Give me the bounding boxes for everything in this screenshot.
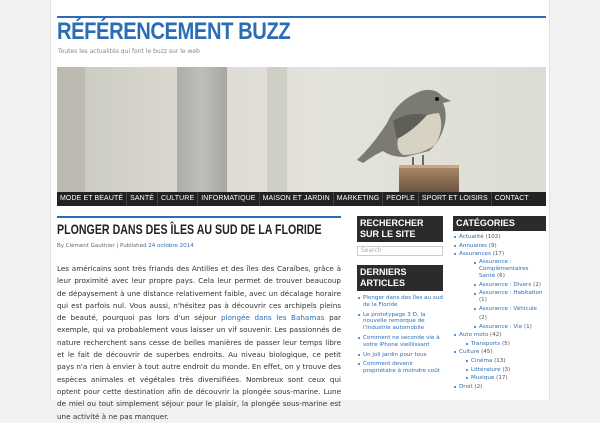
author-prefix: By <box>57 243 65 249</box>
recent-post-link[interactable]: Comment ne seconde vie à votre iPhone vieillissant <box>357 335 443 349</box>
article-title[interactable]: PLONGER DANS DES ÎLES AU SUD DE LA FLORIDE <box>57 221 322 237</box>
category-name[interactable]: Assurance : Complémentaires Santé <box>479 258 529 279</box>
category-count: (45) <box>481 349 493 356</box>
category-count: (17) <box>492 251 505 258</box>
paragraph-text-continued: par exemple, qui va probablement vous laisser un vif souvenir. Les passionnés de nature recherchent sans cesse de belles manières de passer leur temps libre et le fait de découvrir de superbes endroits. Au niveau biologique, ce petit pays n'a rien à envier à tout autre endroit du monde. En effet, on y trouve des espèces animales et végétales très diversifiées. Nombreux sont ceux qui optent pour cette destination afin de découvrir la plongée sous-marine. Lune de miel ou tout simplement séjour pour le plaisir, la plongée sous-marine est une activité à ne pas manquer. <box>57 313 342 421</box>
category-name[interactable]: Assurance : Divers <box>479 282 532 289</box>
category-count: (102) <box>485 234 501 240</box>
category-item[interactable] <box>453 374 546 383</box>
article-body <box>57 263 341 423</box>
category-name[interactable]: Littérature <box>471 366 501 373</box>
category-count: (2) <box>474 383 483 390</box>
nav-item-maison-jardin[interactable]: MAISON ET JARDIN <box>260 192 334 206</box>
nav-item-mode-beaute[interactable]: MODE ET BEAUTÉ <box>57 192 127 206</box>
category-item[interactable] <box>453 281 546 290</box>
category-count: (17) <box>496 375 508 382</box>
category-item[interactable] <box>453 242 546 251</box>
recent-post-link[interactable]: Un joli jardin pour tous <box>357 352 443 359</box>
category-name[interactable]: Transports <box>471 340 501 347</box>
sidebar-left <box>357 216 443 378</box>
category-name[interactable]: Musique <box>471 375 495 382</box>
paragraph-text: Les américains sont très friands des Antilles et des îles des Caraïbes, grâce à leur proximité avec leur propre pays. Cela leur permet de trouver beaucoup de dépaysement à une distance relativement faible, avec un décalage horaire qui est parfois nul. Vous aussi, n'hésitez pas à découvrir ces archipels pleins de beauté, pourquoi pas lors d'un séjour <box>57 264 341 323</box>
site-title[interactable]: RÉFÉRENCEMENT BUZZ <box>57 18 291 45</box>
recent-post-link[interactable]: Comment devenir propriétaire à moindre coût <box>357 361 443 375</box>
category-name[interactable]: Assurance : Habitation <box>479 289 543 296</box>
category-item[interactable] <box>453 340 546 349</box>
category-count: (1) <box>479 296 487 303</box>
category-count: (3) <box>502 366 511 373</box>
category-count: (6) <box>496 272 505 279</box>
category-item[interactable] <box>453 290 546 304</box>
site-description: Toutes les actualités qui font le buzz sur le web <box>58 48 200 55</box>
nav-item-sport-loisirs[interactable]: SPORT ET LOISIRS <box>419 192 492 206</box>
sidebar-right <box>453 216 546 391</box>
category-count: (42) <box>490 332 502 339</box>
category-item[interactable] <box>453 383 546 392</box>
header-image <box>57 67 546 192</box>
category-name[interactable]: Assurance : Véhicule <box>479 306 537 313</box>
category-item[interactable] <box>453 357 546 366</box>
category-name[interactable]: Assurances <box>459 251 491 258</box>
author-name[interactable]: Clément Gauthier <box>65 243 115 249</box>
category-item[interactable] <box>453 348 546 357</box>
nav-item-culture[interactable]: CULTURE <box>158 192 198 206</box>
category-count: (2) <box>533 282 541 289</box>
category-item[interactable] <box>453 250 546 259</box>
search-input[interactable] <box>357 246 443 256</box>
category-name[interactable]: Droit <box>459 383 473 390</box>
category-item[interactable] <box>453 366 546 375</box>
publish-date[interactable]: 24 octobre 2014 <box>148 243 194 249</box>
recent-posts-list <box>357 295 443 375</box>
category-item[interactable] <box>453 259 546 280</box>
article-meta <box>57 243 341 249</box>
category-item[interactable] <box>453 331 546 340</box>
category-count: (2) <box>479 314 487 321</box>
article-rule <box>57 216 341 218</box>
nav-item-people[interactable]: PEOPLE <box>383 192 419 206</box>
category-item[interactable] <box>453 305 546 322</box>
category-name[interactable]: Cinéma <box>471 357 493 364</box>
category-count: (1) <box>523 323 532 330</box>
nav-item-marketing[interactable]: MARKETING <box>334 192 384 206</box>
category-name[interactable]: Auto moto <box>459 332 489 339</box>
categories-title: CATÉGORIES <box>453 216 546 231</box>
search-placeholder: Search <box>361 247 382 254</box>
category-name[interactable]: Annuaires <box>459 242 487 249</box>
nav-item-sante[interactable]: SANTÉ <box>127 192 158 206</box>
category-item[interactable] <box>453 323 546 332</box>
category-count: (5) <box>501 340 510 347</box>
meta-separator: | <box>116 243 119 249</box>
category-name[interactable]: Culture <box>459 349 480 356</box>
nav-item-informatique[interactable]: INFORMATIQUE <box>198 192 259 206</box>
recent-posts-title: DERNIERS ARTICLES <box>357 265 443 291</box>
main-navigation <box>57 192 546 206</box>
search-widget-title: RECHERCHER SUR LE SITE <box>357 216 443 242</box>
category-name[interactable]: Actualité <box>459 234 484 240</box>
published-prefix: Published <box>119 243 147 249</box>
category-item[interactable] <box>453 233 546 242</box>
category-name[interactable]: Assurance : Vie <box>479 323 523 330</box>
recent-post-link[interactable]: Plonger dans des îles au sud de la Floride <box>357 295 443 309</box>
category-count: (9) <box>488 242 497 249</box>
bahamas-link[interactable]: plongée dans les Bahamas <box>220 313 325 323</box>
article <box>57 216 341 423</box>
nav-item-contact[interactable]: CONTACT <box>494 195 529 202</box>
category-count: (13) <box>494 357 506 364</box>
categories-list <box>453 233 546 391</box>
bird-photo <box>57 67 546 192</box>
page <box>50 0 550 421</box>
recent-post-link[interactable]: Le prototypage 3 D, la nouvelle remorque de l'industrie automobile <box>357 312 443 332</box>
